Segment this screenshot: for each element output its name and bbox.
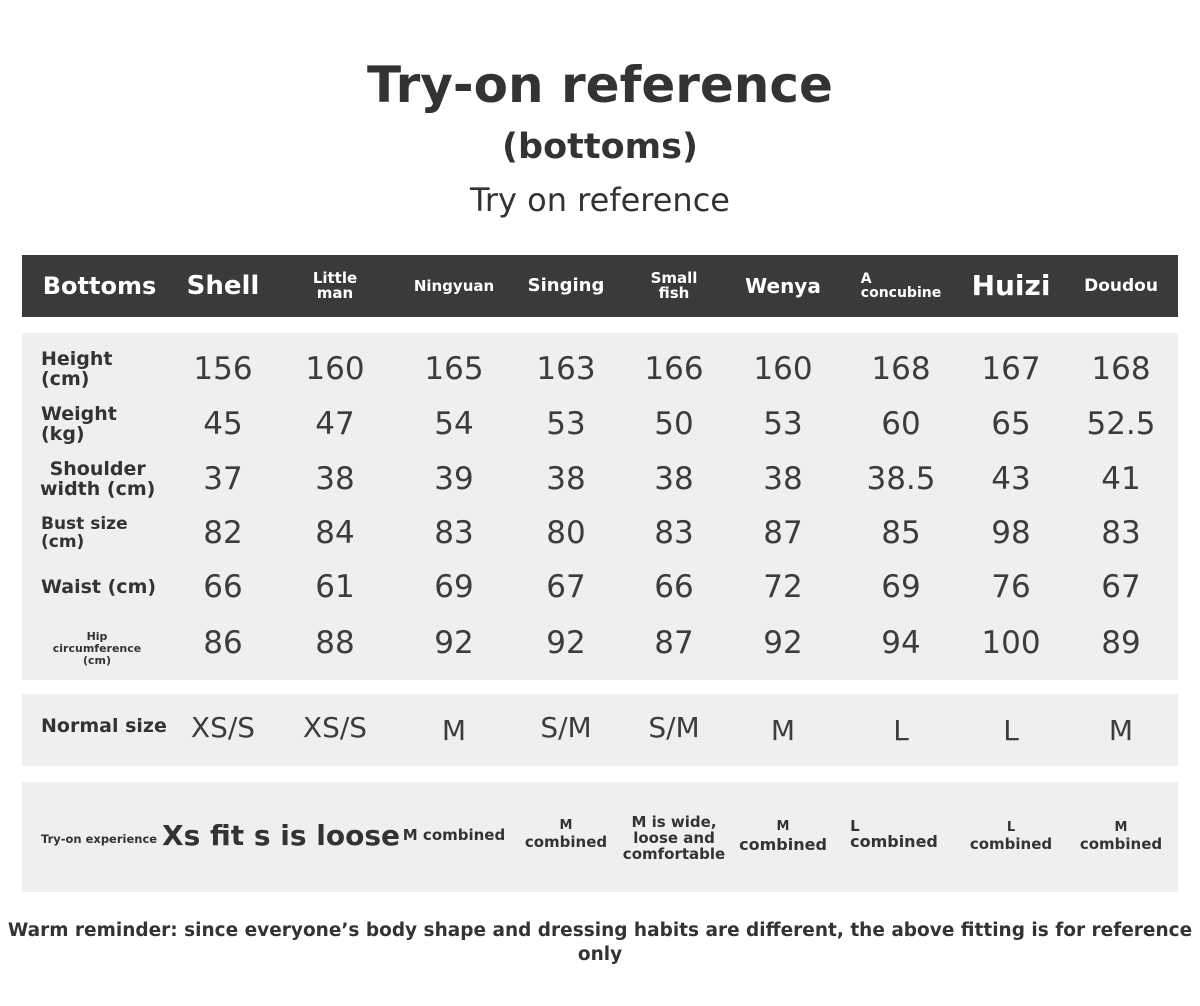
row-label-line: Hip circumference bbox=[52, 630, 142, 655]
measurement-value: 87 bbox=[654, 625, 694, 661]
experience-cell bbox=[739, 818, 827, 854]
row-label bbox=[41, 349, 113, 389]
measurement-value: 86 bbox=[203, 625, 243, 661]
row-label-line: Shoulder bbox=[49, 458, 146, 480]
measurement-value: 100 bbox=[981, 625, 1041, 661]
experience-line: M combined bbox=[402, 826, 506, 844]
measurement-value: 98 bbox=[991, 515, 1031, 551]
measurement-value: 168 bbox=[871, 351, 931, 387]
measurement-value: 76 bbox=[991, 569, 1031, 605]
page-title: Try-on reference bbox=[367, 56, 833, 114]
row-label bbox=[40, 459, 155, 499]
measurement-value: 66 bbox=[203, 569, 243, 605]
measurement-value: 83 bbox=[1101, 515, 1141, 551]
measurement-value: 156 bbox=[193, 351, 253, 387]
experience-line: M bbox=[559, 818, 573, 833]
size-value: XS/S bbox=[302, 711, 368, 744]
experience-cell bbox=[403, 827, 505, 843]
measurement-value: 69 bbox=[881, 569, 921, 605]
measurement-value: 69 bbox=[434, 569, 474, 605]
page-subtitle: (bottoms) bbox=[502, 127, 698, 167]
row-label bbox=[41, 515, 128, 551]
measurement-value: 92 bbox=[546, 625, 586, 661]
measurement-value: 47 bbox=[315, 406, 355, 442]
header-model-2 bbox=[295, 255, 375, 317]
try-on-experience-panel bbox=[22, 782, 1178, 892]
row-label bbox=[41, 404, 117, 444]
row-label-line: Height bbox=[41, 348, 113, 370]
experience-line: combined bbox=[739, 835, 827, 854]
experience-line: L bbox=[850, 817, 860, 835]
experience-line: L bbox=[1006, 820, 1016, 835]
measurement-value: 53 bbox=[546, 406, 586, 442]
header-model-name-line: concubine bbox=[860, 285, 942, 301]
measurement-value: 89 bbox=[1101, 625, 1141, 661]
normal-size-label: Normal size bbox=[41, 715, 167, 737]
size-value: L bbox=[893, 714, 909, 747]
header-label-text: Bottoms bbox=[42, 272, 157, 300]
experience-line: combined bbox=[1079, 835, 1163, 853]
experience-line: comfortable bbox=[622, 845, 726, 863]
measurement-value: 80 bbox=[546, 515, 586, 551]
experience-line: combined bbox=[850, 832, 938, 851]
measurement-value: 160 bbox=[753, 351, 813, 387]
measurement-value: 60 bbox=[881, 406, 921, 442]
size-value: L bbox=[1003, 714, 1019, 747]
size-value: S/M bbox=[648, 711, 700, 744]
row-label bbox=[42, 631, 152, 667]
header-model-name-line: A bbox=[860, 271, 872, 287]
experience-cell bbox=[525, 818, 607, 850]
header-model-name bbox=[187, 273, 260, 299]
measurement-value: 38 bbox=[546, 461, 586, 497]
measurement-value: 168 bbox=[1091, 351, 1151, 387]
measurement-value: 38 bbox=[763, 461, 803, 497]
row-label-line: Waist (cm) bbox=[41, 576, 157, 598]
page-subtitle-secondary: Try on reference bbox=[470, 181, 730, 219]
experience-cell bbox=[1080, 820, 1162, 852]
header-model-1 bbox=[178, 255, 268, 317]
size-value: S/M bbox=[540, 711, 592, 744]
header-model-3 bbox=[399, 255, 509, 317]
header-model-name-line: Huizi bbox=[971, 269, 1051, 302]
row-label-line: (cm) bbox=[82, 654, 112, 667]
measurement-value: 88 bbox=[315, 625, 355, 661]
measurement-value: 41 bbox=[1101, 461, 1141, 497]
measurement-value: 52.5 bbox=[1086, 406, 1156, 442]
experience-cell bbox=[970, 820, 1052, 852]
experience-line: loose and bbox=[633, 829, 715, 847]
header-model-name bbox=[528, 277, 605, 295]
measurement-value: 83 bbox=[434, 515, 474, 551]
normal-size-panel bbox=[22, 694, 1178, 766]
header-model-name-line: Little bbox=[312, 269, 358, 287]
row-label-line: (kg) bbox=[41, 423, 85, 445]
header-model-5 bbox=[634, 255, 714, 317]
experience-cell bbox=[850, 818, 938, 850]
size-value: XS/S bbox=[190, 711, 256, 744]
measurement-value: 50 bbox=[654, 406, 694, 442]
header-model-name bbox=[861, 272, 941, 300]
footer-reminder: Warm reminder: since everyone’s body shape and dressing habits are different, the above fitting is for reference only bbox=[7, 920, 1193, 965]
measurement-value: 53 bbox=[763, 406, 803, 442]
row-label-line: width (cm) bbox=[40, 478, 156, 500]
header-model-name-line: Ningyuan bbox=[413, 276, 495, 295]
header-model-name-line: Shell bbox=[186, 271, 260, 301]
header-model-name-line: Wenya bbox=[745, 274, 821, 298]
header-model-8 bbox=[966, 255, 1056, 317]
measurement-value: 94 bbox=[881, 625, 921, 661]
measurement-value: 92 bbox=[763, 625, 803, 661]
measurement-value: 54 bbox=[434, 406, 474, 442]
measurement-value: 83 bbox=[654, 515, 694, 551]
row-label-line: (cm) bbox=[41, 368, 90, 390]
header-model-name bbox=[745, 276, 821, 296]
header-model-name-line: Doudou bbox=[1084, 275, 1158, 296]
header-model-name bbox=[971, 269, 1051, 302]
measurement-value: 67 bbox=[1101, 569, 1141, 605]
header-model-6 bbox=[733, 255, 833, 317]
measurement-value: 160 bbox=[305, 351, 365, 387]
measurement-value: 38.5 bbox=[866, 461, 936, 497]
measurement-value: 163 bbox=[536, 351, 596, 387]
measurement-value: 38 bbox=[654, 461, 694, 497]
header-model-4 bbox=[516, 255, 616, 317]
measurement-value: 166 bbox=[644, 351, 704, 387]
measurement-value: 84 bbox=[315, 515, 355, 551]
experience-line: combined bbox=[969, 835, 1053, 853]
measurement-value: 61 bbox=[315, 569, 355, 605]
header-label bbox=[32, 255, 167, 317]
header-model-name bbox=[413, 276, 495, 295]
header-model-name-line: man bbox=[316, 284, 354, 302]
measurement-value: 165 bbox=[424, 351, 484, 387]
size-value: M bbox=[1108, 714, 1134, 747]
measurement-value: 39 bbox=[434, 461, 474, 497]
shell-littleman-experience: Xs fit s is loose bbox=[161, 819, 401, 852]
row-label-line: Bust size bbox=[41, 514, 128, 534]
header-model-name-line: Small bbox=[650, 269, 698, 287]
experience-line: M is wide, bbox=[631, 813, 717, 831]
row-label-line: (cm) bbox=[41, 532, 85, 552]
measurement-value: 38 bbox=[315, 461, 355, 497]
measurement-value: 45 bbox=[203, 406, 243, 442]
header-model-name bbox=[1084, 275, 1158, 296]
measurement-value: 43 bbox=[991, 461, 1031, 497]
measurement-value: 65 bbox=[991, 406, 1031, 442]
measurement-value: 67 bbox=[546, 569, 586, 605]
measurements-panel bbox=[22, 333, 1178, 680]
header-model-name-line: fish bbox=[658, 284, 690, 302]
size-value: M bbox=[441, 714, 467, 747]
size-value: M bbox=[770, 714, 796, 747]
measurement-value: 82 bbox=[203, 515, 243, 551]
experience-line: M bbox=[776, 819, 790, 834]
measurement-value: 72 bbox=[763, 569, 803, 605]
measurement-value: 87 bbox=[763, 515, 803, 551]
header-model-name bbox=[313, 271, 357, 301]
header-model-7 bbox=[846, 255, 956, 317]
row-label-line: Weight bbox=[41, 403, 117, 425]
measurement-value: 92 bbox=[434, 625, 474, 661]
row-label bbox=[41, 577, 156, 597]
measurement-value: 85 bbox=[881, 515, 921, 551]
header-model-name bbox=[651, 271, 698, 301]
experience-line: combined bbox=[524, 833, 608, 851]
experience-line: M bbox=[1114, 820, 1128, 835]
measurement-value: 37 bbox=[203, 461, 243, 497]
measurement-value: 167 bbox=[981, 351, 1041, 387]
header-model-name-line: Singing bbox=[527, 275, 605, 296]
try-on-experience-label: Try-on experience bbox=[41, 832, 158, 846]
header-model-9 bbox=[1071, 255, 1171, 317]
experience-cell bbox=[623, 814, 725, 862]
measurement-value: 66 bbox=[654, 569, 694, 605]
table-header bbox=[22, 255, 1178, 317]
